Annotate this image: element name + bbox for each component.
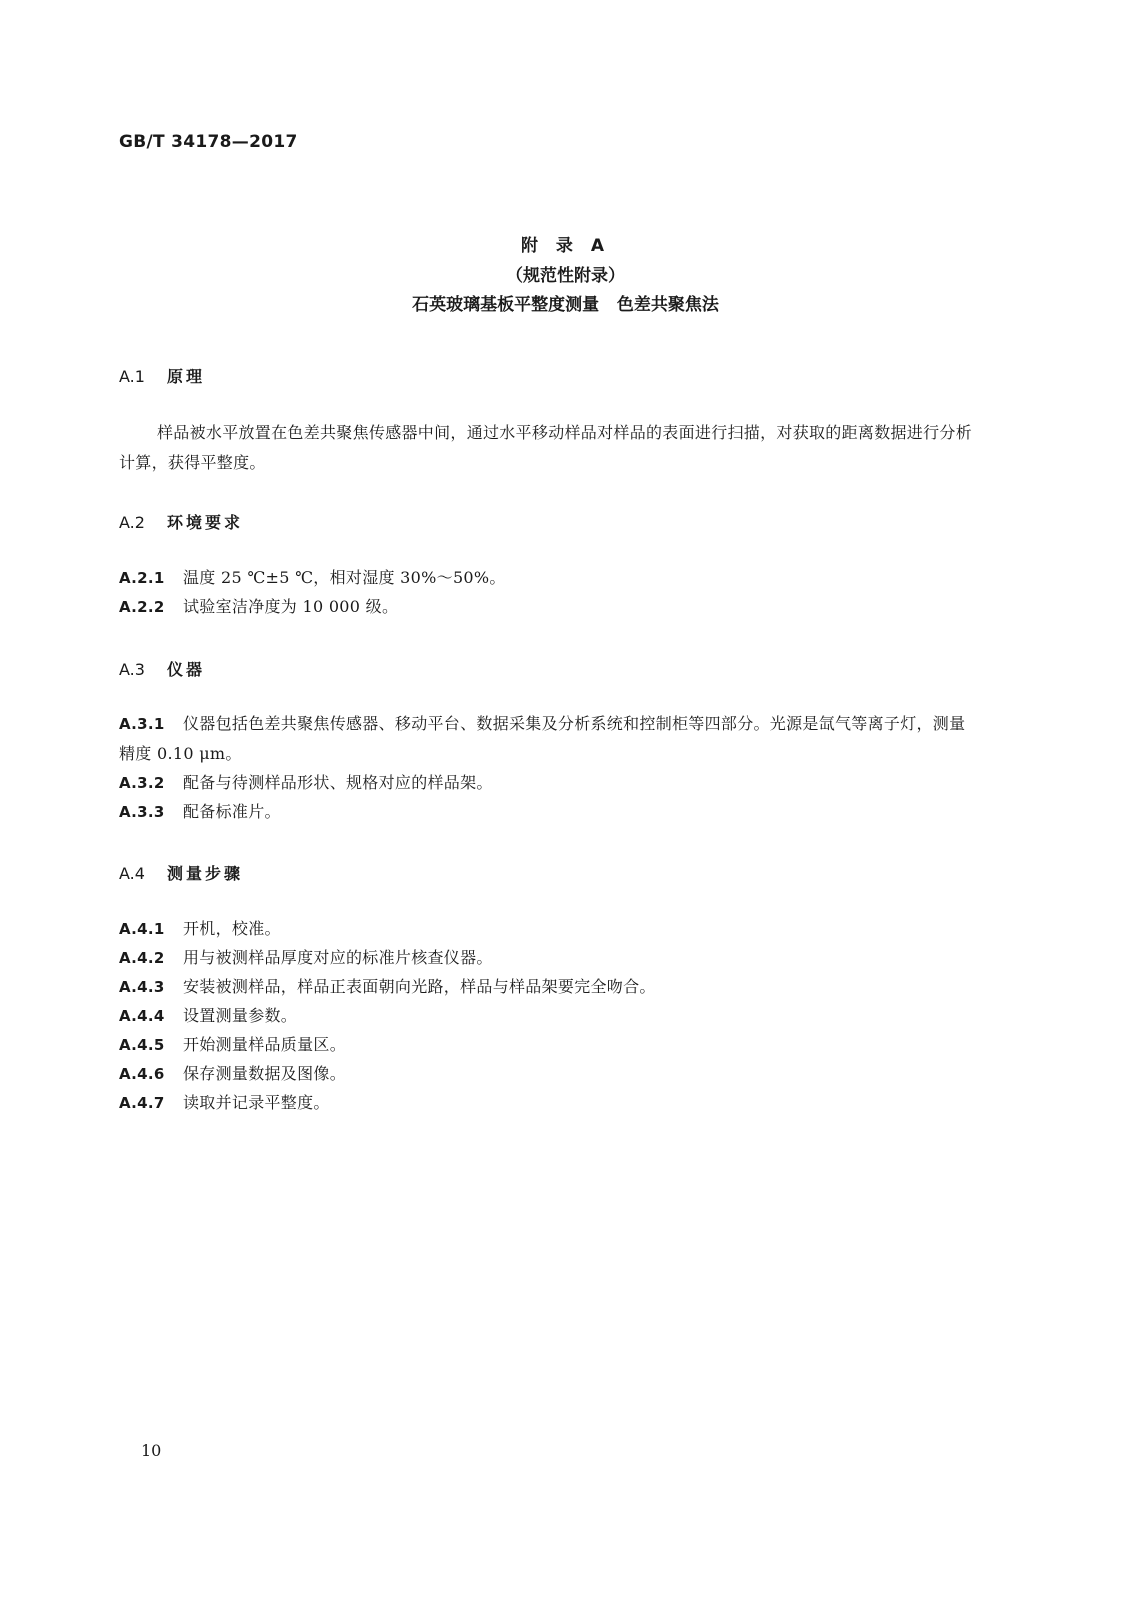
clause-number: A.4.1: [119, 920, 165, 938]
section-title: 原理: [167, 367, 206, 386]
section-number: A.1: [119, 367, 145, 386]
section-heading-a1: [119, 364, 205, 387]
clause-number: A.4.6: [119, 1065, 165, 1083]
section-heading-a4: [119, 861, 243, 884]
clause-a4-2: [119, 943, 979, 973]
annex-type: （规范性附录）: [506, 266, 625, 286]
clause-text: 配备与待测样品形状、规格对应的样品架。: [183, 773, 493, 792]
clause-number: A.4.4: [119, 1007, 165, 1025]
clause-text: 配备标准片。: [183, 802, 281, 821]
clause-number: A.4.5: [119, 1036, 165, 1054]
clause-a3-1: [119, 709, 979, 769]
clause-number: A.2.2: [119, 598, 165, 616]
section-number: A.4: [119, 864, 145, 883]
clause-text: 读取并记录平整度。: [183, 1093, 330, 1112]
clause-number: A.4.2: [119, 949, 165, 967]
clause-text: 仪器包括色差共聚焦传感器、移动平台、数据采集及分析系统和控制柜等四部分。光源是氙气等离子灯，测量精度 0.10 μm。: [119, 714, 966, 763]
section-title: 测量步骤: [167, 864, 244, 883]
clause-text: 用与被测样品厚度对应的标准片核查仪器。: [183, 948, 493, 967]
clause-a3-3: [119, 797, 979, 827]
clause-a4-6: [119, 1059, 979, 1089]
clause-a2-2: [119, 592, 979, 622]
clause-text: 设置测量参数。: [183, 1006, 298, 1025]
section-title: 仪器: [167, 660, 206, 679]
section-number: A.2: [119, 513, 145, 532]
clause-number: A.3.2: [119, 774, 165, 792]
section-title: 环境要求: [167, 513, 244, 532]
clause-a4-4: [119, 1001, 979, 1031]
section-number: A.3: [119, 660, 145, 679]
clause-text: 保存测量数据及图像。: [183, 1064, 347, 1083]
clause-number: A.3.3: [119, 803, 165, 821]
clause-number: A.2.1: [119, 569, 165, 587]
clause-text: 温度 25 ℃±5 ℃，相对湿度 30%～50%。: [183, 568, 506, 587]
clause-a4-3: [119, 972, 979, 1002]
annex-title: 附 录 A: [521, 236, 610, 256]
document-code: GB/T 34178—2017: [119, 132, 298, 152]
clause-a3-2: [119, 768, 979, 798]
clause-number: A.4.3: [119, 978, 165, 996]
clause-a4-7: [119, 1088, 979, 1118]
clause-text: 安装被测样品，样品正表面朝向光路，样品与样品架要完全吻合。: [183, 977, 656, 996]
clause-a4-5: [119, 1030, 979, 1060]
clause-a4-1: [119, 914, 979, 944]
annex-name: 石英玻璃基板平整度测量 色差共聚焦法: [412, 295, 719, 315]
clause-a2-1: [119, 563, 979, 593]
page-number: 10: [141, 1441, 162, 1460]
clause-text: 试验室洁净度为 10 000 级。: [183, 597, 399, 616]
section-a1-body: 样品被水平放置在色差共聚焦传感器中间，通过水平移动样品对样品的表面进行扫描，对获取的距离数据进行分析计算，获得平整度。: [119, 423, 973, 472]
clause-text: 开始测量样品质量区。: [183, 1035, 347, 1054]
clause-number: A.3.1: [119, 715, 165, 733]
section-heading-a2: [119, 510, 243, 533]
section-heading-a3: [119, 657, 205, 680]
clause-number: A.4.7: [119, 1094, 165, 1112]
clause-text: 开机，校准。: [183, 919, 281, 938]
